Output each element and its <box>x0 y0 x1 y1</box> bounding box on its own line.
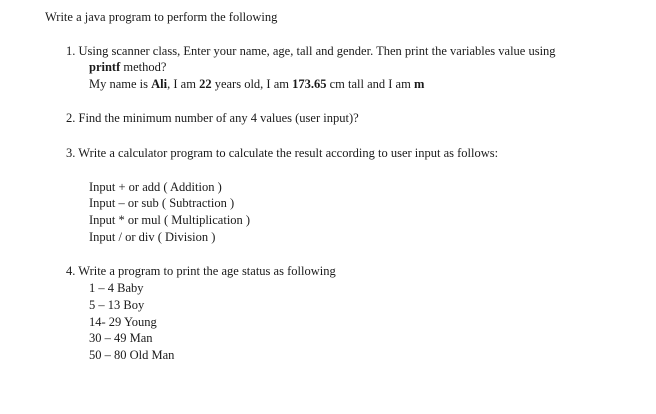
question-4-text: 4. Write a program to print the age status as following <box>66 264 336 278</box>
age-status-young: 14- 29 Young <box>89 315 157 329</box>
calc-option-div: Input / or div ( Division ) <box>89 230 216 244</box>
example-name: Ali <box>151 77 168 91</box>
example-text: years old, I am <box>211 77 293 91</box>
age-status-boy: 5 – 13 Boy <box>89 298 145 312</box>
age-status-baby: 1 – 4 Baby <box>89 281 144 295</box>
question-2-text: 2. Find the minimum number of any 4 values (user input)? <box>66 111 359 125</box>
question-1-example <box>89 77 424 92</box>
age-status-man: 30 – 49 Man <box>89 331 153 345</box>
calc-option-add: Input + or add ( Addition ) <box>89 180 222 194</box>
method-suffix: method? <box>120 60 167 74</box>
example-height: 173.65 <box>292 77 327 91</box>
question-1-method <box>89 60 166 75</box>
assignment-title: Write a java program to perform the following <box>45 10 278 24</box>
example-text: My name is <box>89 77 152 91</box>
question-3-text: 3. Write a calculator program to calculate the result according to user input as follows: <box>66 146 499 160</box>
calc-option-sub: Input – or sub ( Subtraction ) <box>89 196 235 210</box>
question-1-text: 1. Using scanner class, Enter your name, age, tall and gender. Then print the variables value using <box>66 44 556 58</box>
example-text: cm tall and I am <box>326 77 414 91</box>
calc-option-mul: Input * or mul ( Multiplication ) <box>89 213 251 227</box>
example-age: 22 <box>199 77 212 91</box>
example-text: , I am <box>167 77 200 91</box>
printf-keyword: printf <box>89 60 121 74</box>
age-status-old-man: 50 – 80 Old Man <box>89 348 175 362</box>
example-gender: m <box>413 77 425 91</box>
